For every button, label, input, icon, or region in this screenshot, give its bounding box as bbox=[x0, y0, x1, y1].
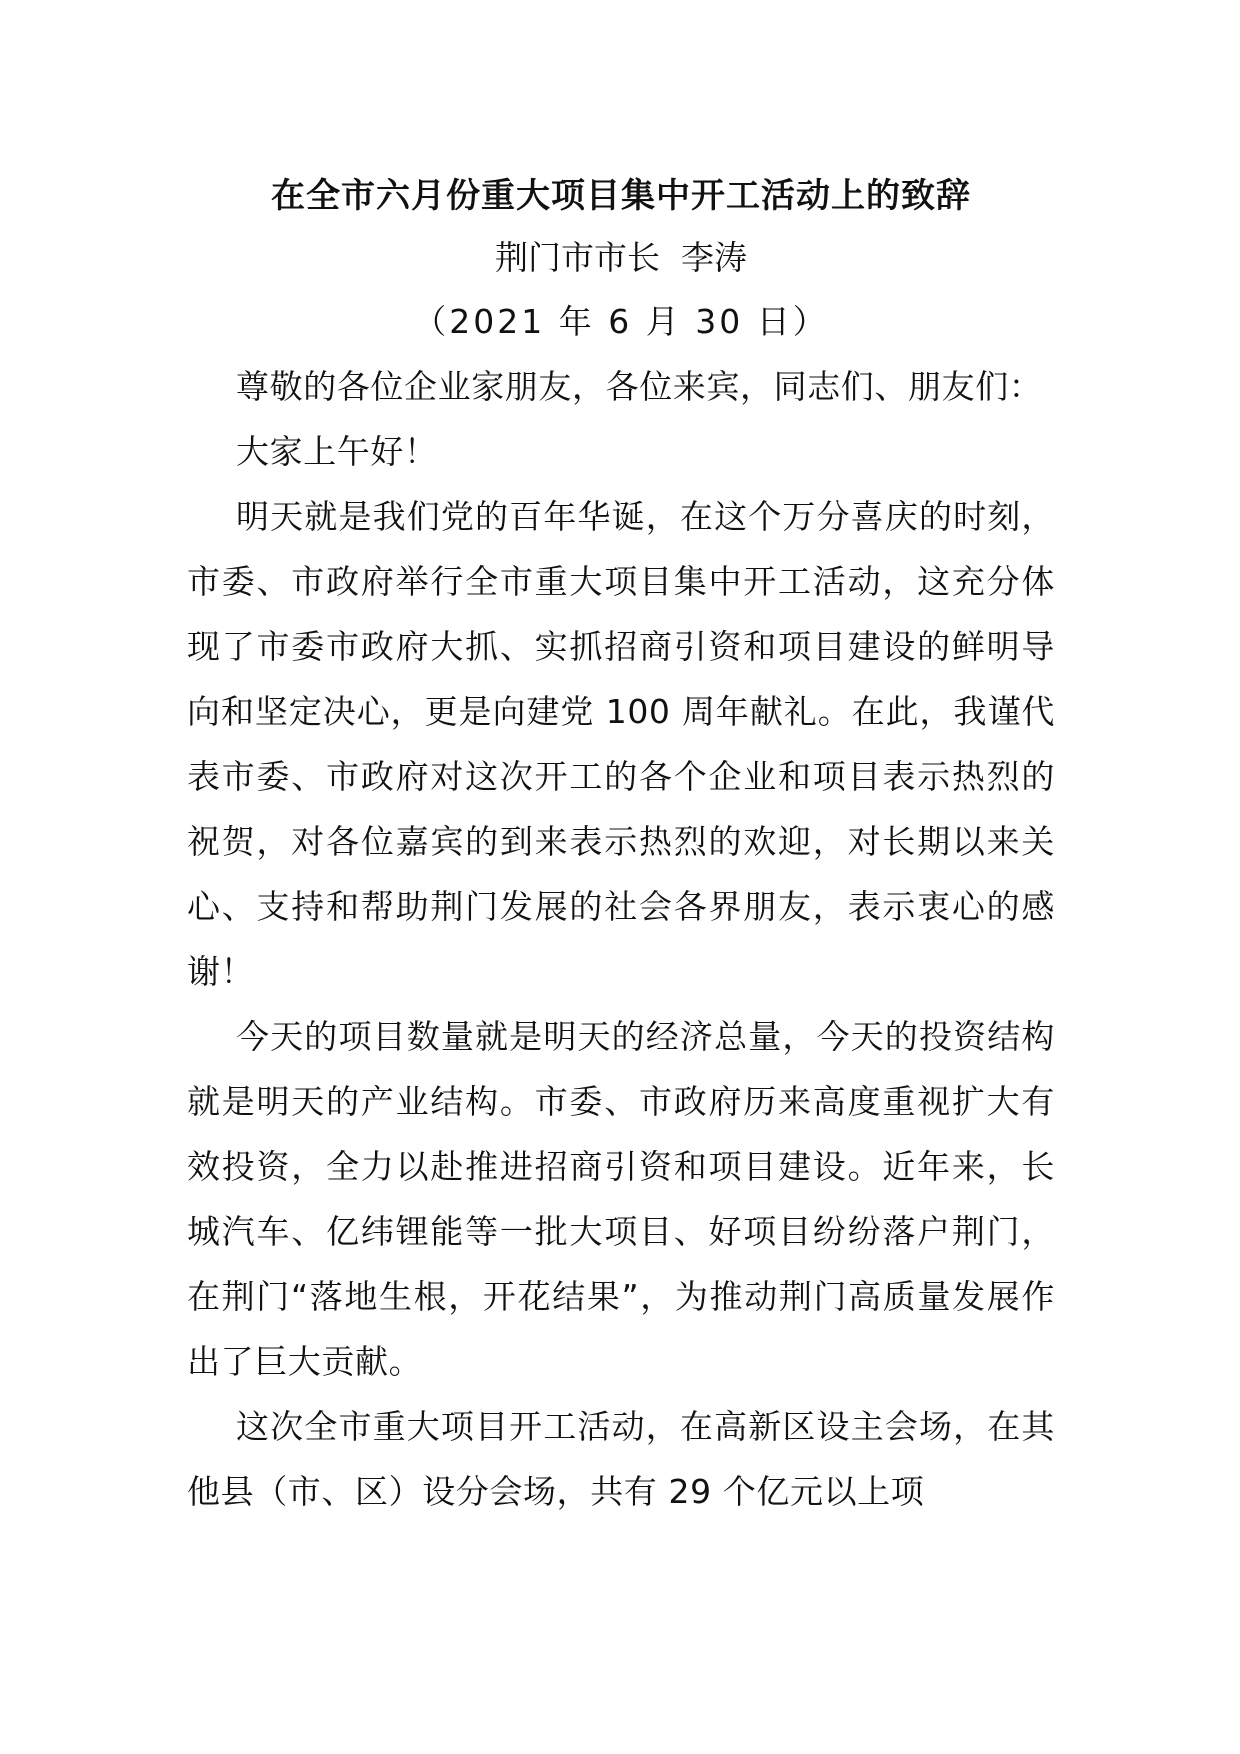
document-title: 在全市六月份重大项目集中开工活动上的致辞 bbox=[271, 176, 971, 216]
document-page bbox=[187, 168, 1055, 1524]
paragraph-salutation: 尊敬的各位企业家朋友，各位来宾，同志们、朋友们： bbox=[236, 367, 1043, 406]
paragraph-body: 这次全市重大项目开工活动，在高新区设主会场，在其他县（市、区）设分会场，共有 29 个亿元以上项 bbox=[187, 1407, 1055, 1511]
paragraph-body: 今天的项目数量就是明天的经济总量，今天的投资结构就是明天的产业结构。市委、市政府历来高度重视扩大有效投资，全力以赴推进招商引资和项目建设。近年来，长城汽车、亿纬锂能等一批大项目、好项目纷纷落户荆门，在荆门“落地生根，开花结果”，为推动荆门高质量发展作出了巨大贡献。 bbox=[187, 1017, 1055, 1381]
paragraph-body: 明天就是我们党的百年华诞，在这个万分喜庆的时刻，市委、市政府举行全市重大项目集中开工活动，这充分体现了市委市政府大抓、实抓招商引资和项目建设的鲜明导向和坚定决心，更是向建党 100 周年献礼。在此，我谨代表市委、市政府对这次开工的各个企业和项目表示热烈的祝贺，对各位嘉宾的到来表示热烈的欢迎，对长期以来关心、支持和帮助荆门发展的社会各界朋友，表示衷心的感谢！ bbox=[187, 497, 1055, 991]
document-date: （2021 年 6 月 30 日） bbox=[413, 302, 829, 341]
paragraph-greeting: 大家上午好！ bbox=[236, 432, 438, 471]
document-author: 荆门市市长 李涛 bbox=[495, 238, 747, 277]
